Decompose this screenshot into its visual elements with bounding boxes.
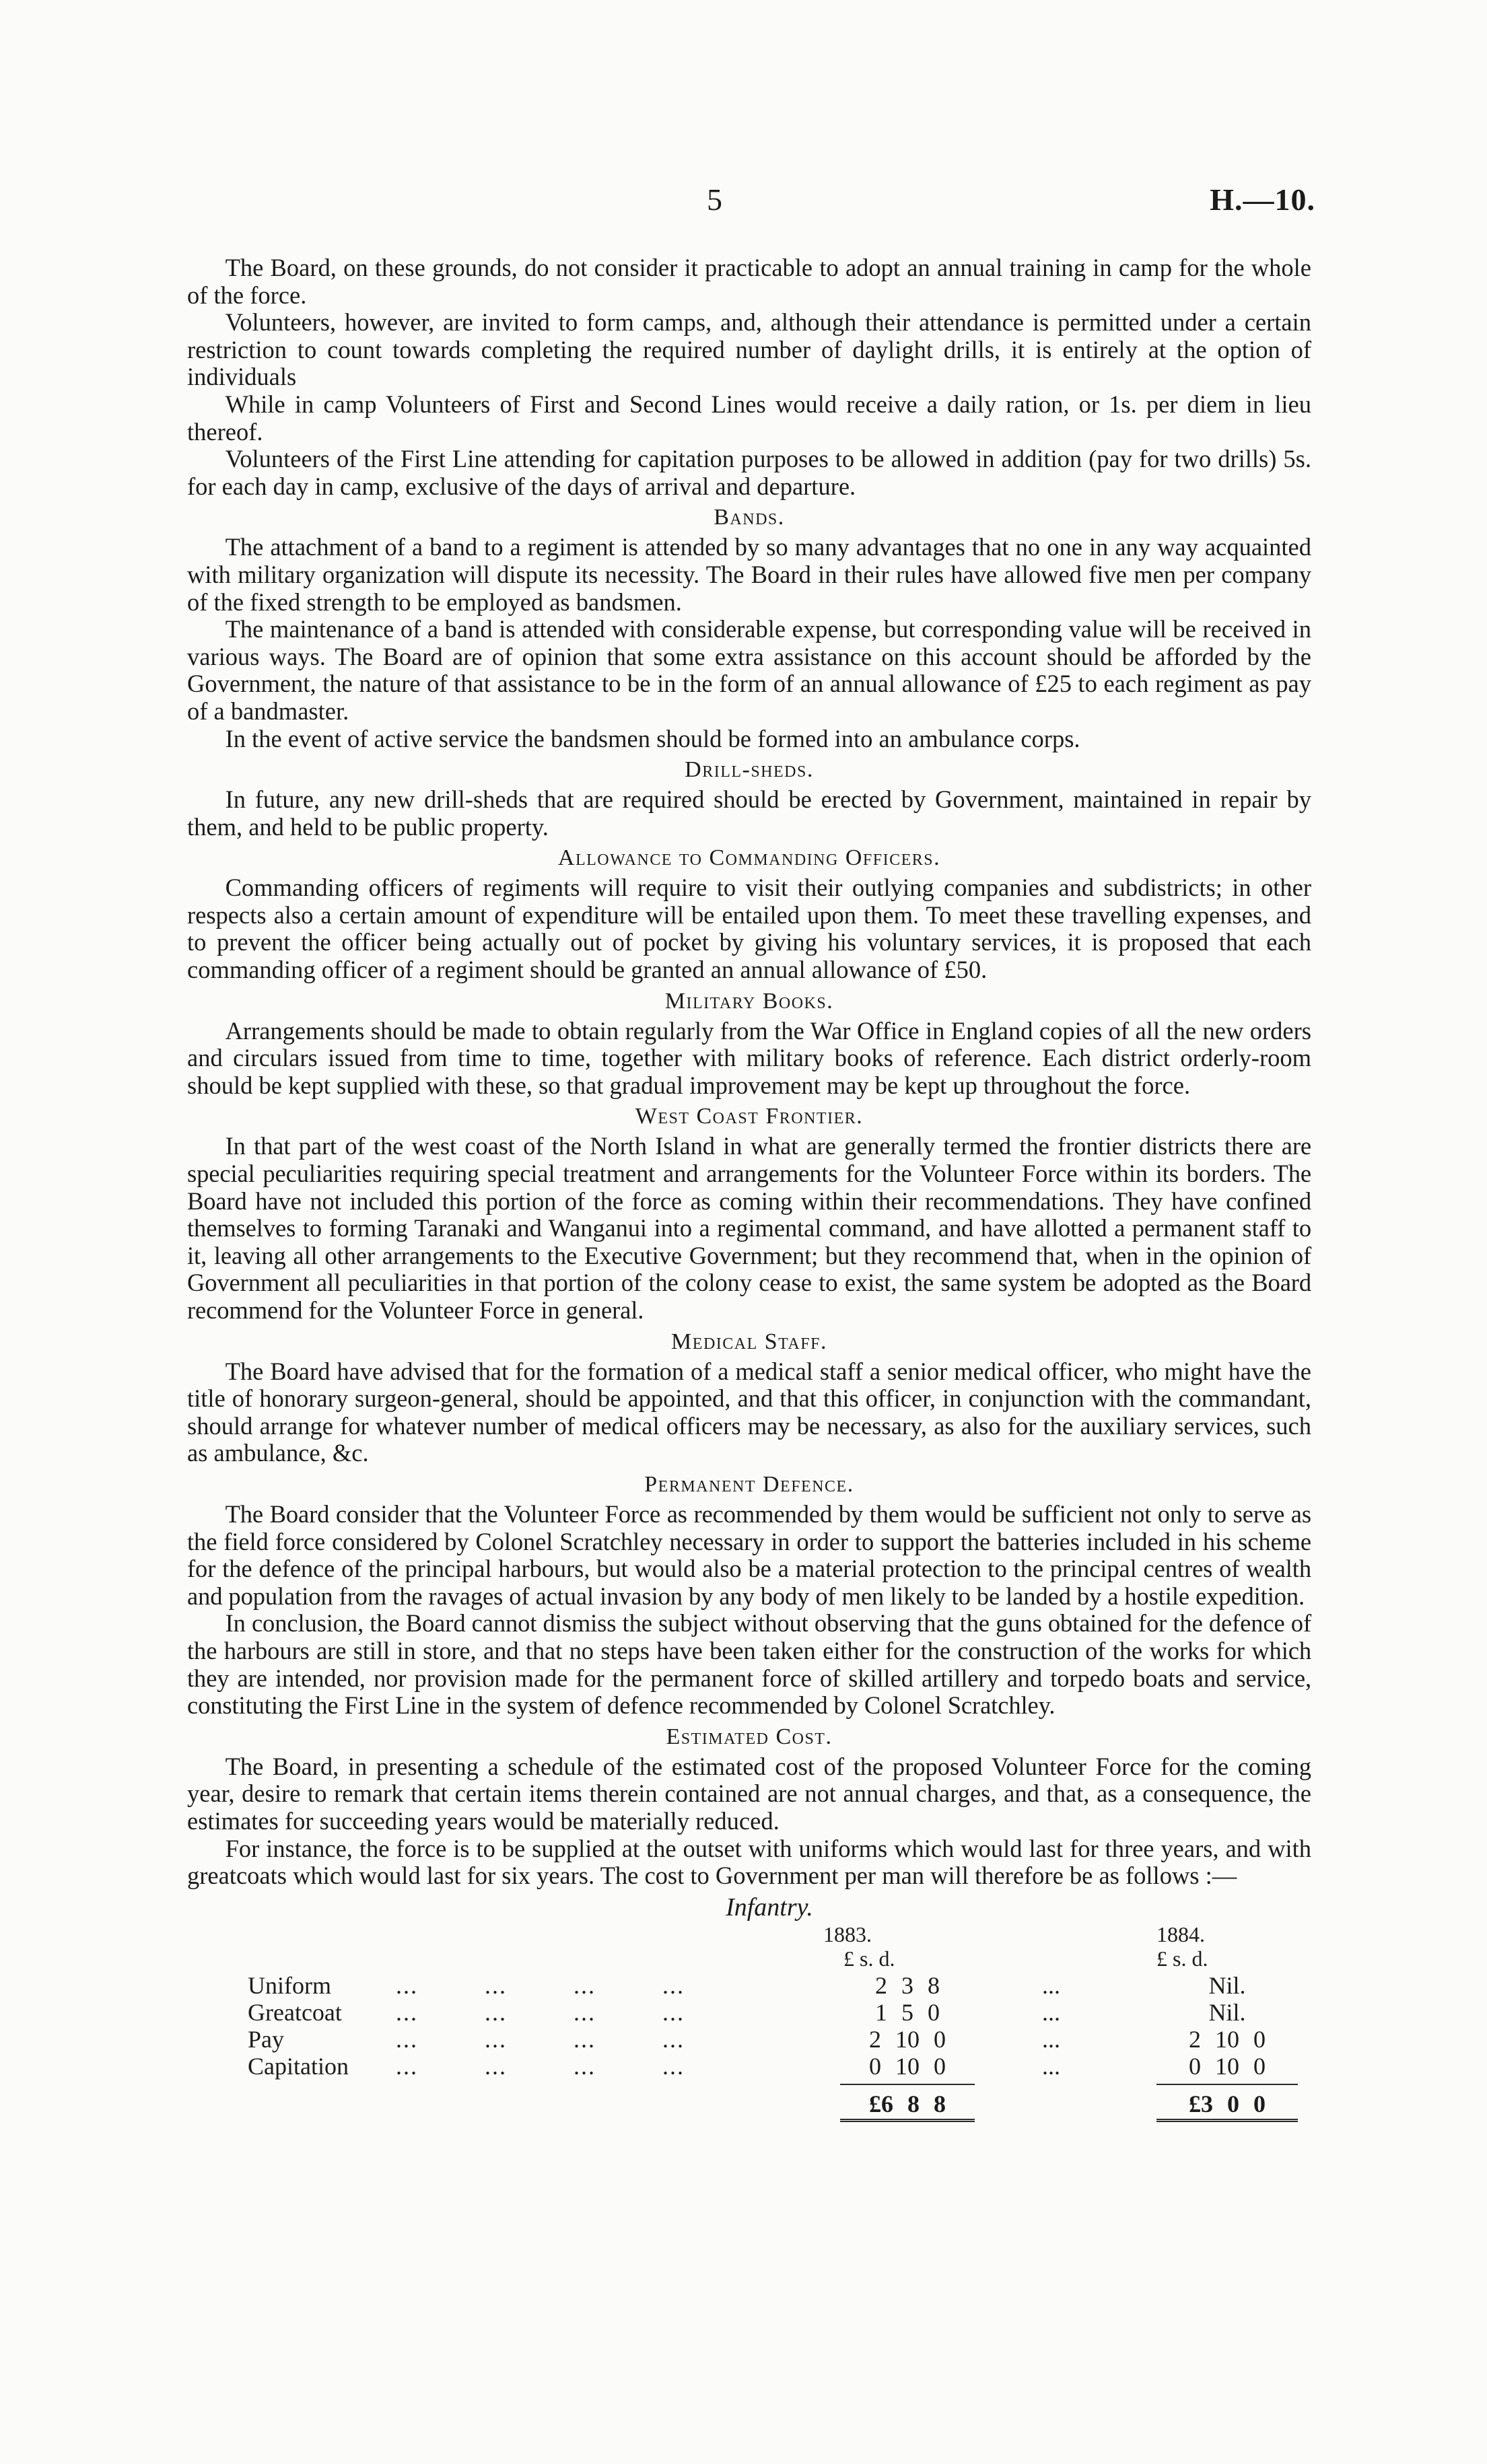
dot-leader: ... ... ... ... [396, 1972, 685, 2000]
paragraph: Arrangements should be made to obtain regularly from the War Office in England copies of all the new orders and circulars issued from time to time, together with military books of reference. Each district orderly-room should be kept supplied with these, so that gradual improvement may be kept up throughout the force. [187, 1016, 1311, 1099]
value-1884: 0 10 0 [1189, 2053, 1266, 2080]
value-1884: Nil. [1208, 1999, 1246, 2027]
paragraph: Volunteers of the First Line attending for capitation purposes to be allowed in addition (pay for two drills) 5s. for each day in camp, exclusive of the days of arrival and departure. [187, 445, 1311, 500]
paragraph: In future, any new drill-sheds that are required should be erected by Government, maintained in repair by them, and held to be public property. [187, 785, 1311, 841]
total-1883: £6 8 8 [869, 2090, 946, 2118]
paragraph: The Board have advised that for the formation of a medical staff a senior medical officer, who might have the title of honorary surgeon-general, should be appointed, and that this officer, in conjunction with the commandant, should arrange for whatever number of medical officers may be necessary, as also for the auxiliary services, such as ambulance, &c. [187, 1357, 1311, 1467]
body-text [187, 254, 1311, 2123]
dot-leader: ... [1042, 2053, 1060, 2080]
paragraph: In that part of the west coast of the North Island in what are generally termed the frontier districts there are special peculiarities requiring special treatment and arrangements for the Volunteer Force within its borders. The Board have not included this portion of the force as coming within their recommendations. They have confined themselves to forming Taranaki and Wanganui into a regimental command, and have allotted a permanent staff to it, leaving all other arrangements to the Executive Government; but they recommend that, when in the opinion of Government all peculiarities in that portion of the colony cease to exist, the same system be adopted as the Board recommend for the Volunteer Force in general. [187, 1132, 1311, 1324]
subtotal-rule-1883 [840, 2084, 975, 2085]
paragraph: Commanding officers of regiments will require to visit their outlying companies and subdistricts; in other respects also a certain amount of expenditure will be entailed upon them. To meet these travelling expenses, and to prevent the officer being actually out of pocket by giving his voluntary services, it is proposed that each commanding officer of a regiment should be granted an annual allowance of £50. [187, 874, 1311, 984]
total-row [248, 2090, 1325, 2117]
units-header-1883: £ s. d. [843, 1946, 895, 1971]
table-row [248, 2053, 1325, 2080]
paragraph: Volunteers, however, are invited to form camps, and, although their attendance is permitted under a certain restriction to count towards completing the required number of daylight drills, it is entirely at the option of individuals [187, 308, 1311, 391]
section-heading-medical-staff: Medical Staff. [671, 1329, 827, 1354]
row-label: Pay [248, 2026, 284, 2053]
row-label: Capitation [248, 2053, 349, 2080]
dot-leader: ... [1042, 1972, 1060, 2000]
dot-leader: ... ... ... ... [396, 1999, 685, 2027]
paragraph: The Board, on these grounds, do not consider it practicable to adopt an annual training in camp for the whole of the force. [187, 254, 1311, 309]
dot-leader: ... ... ... ... [396, 2053, 685, 2080]
page-number: 5 [707, 182, 722, 217]
paragraph: In conclusion, the Board cannot dismiss the subject without observing that the guns obtained for the defence of the harbours are still in store, and that no steps have been taken either for the construction of the works for which they are intended, nor provision made for the permanent force of skilled artillery and torpedo boats and service, constituting the First Line in the system of defence recommended by Colonel Scratchley. [187, 1609, 1311, 1720]
total-rule-1884 [1156, 2119, 1298, 2122]
total-1884: £3 0 0 [1189, 2090, 1266, 2118]
section-heading-estimated-cost: Estimated Cost. [666, 1724, 833, 1749]
paragraph: The Board, in presenting a schedule of the estimated cost of the proposed Volunteer Force for the coming year, desire to remark that certain items therein contained are not annual charges, and that, as a consequence, the estimates for succeeding years would be materially reduced. [187, 1752, 1311, 1835]
section-heading-permanent-defence: Permanent Defence. [644, 1471, 854, 1497]
dot-leader: ... ... ... ... [396, 2026, 685, 2053]
column-header-1884: 1884. [1156, 1922, 1205, 1947]
paragraph: While in camp Volunteers of First and Second Lines would receive a daily ration, or 1s. per diem in lieu thereof. [187, 390, 1311, 446]
paragraph: For instance, the force is to be supplied at the outset with uniforms which would last for three years, and with greatcoats which would last for six years. The cost to Government per man will therefore be as follows :— [187, 1834, 1311, 1890]
column-header-1883: 1883. [823, 1922, 872, 1947]
dot-leader: ... [1042, 2026, 1060, 2053]
value-1883: 1 5 0 [875, 1999, 940, 2027]
row-label: Greatcoat [248, 1999, 342, 2027]
section-heading-allowance: Allowance to Commanding Officers. [557, 845, 941, 871]
subtotal-rule-1884 [1156, 2084, 1298, 2085]
units-header-1884: £ s. d. [1156, 1946, 1208, 1971]
value-1883: 2 10 0 [869, 2026, 946, 2053]
section-heading-bands: Bands. [714, 505, 785, 530]
value-1883: 0 10 0 [869, 2053, 946, 2080]
value-1883: 2 3 8 [875, 1972, 940, 2000]
cost-table [187, 1921, 1311, 2123]
table-row [248, 2026, 1325, 2053]
table-title: Infantry. [726, 1893, 813, 1922]
section-heading-military-books: Military Books. [664, 988, 834, 1014]
value-1884: 2 10 0 [1189, 2026, 1266, 2053]
paragraph: The attachment of a band to a regiment is attended by so many advantages that no one in any way acquainted with military organization will dispute its necessity. The Board in their rules have allowed five men per company of the fixed strength to be employed as bandsmen. [187, 533, 1311, 616]
row-label: Uniform [248, 1972, 331, 2000]
document-reference: H.—10. [1210, 182, 1315, 217]
dot-leader: ... [1042, 1999, 1060, 2027]
paragraph: The Board consider that the Volunteer Force as recommended by them would be sufficient not only to serve as the field force considered by Colonel Scratchley necessary in order to support the batteries included in his scheme for the defence of the principal harbours, but would also be a material protection to the principal centres of wealth and population from the ravages of actual invasion by any body of men likely to be landed by a hostile expedition. [187, 1500, 1311, 1610]
page-header [0, 182, 1487, 236]
section-heading-west-coast: West Coast Frontier. [635, 1104, 864, 1129]
paragraph: In the event of active service the bandsmen should be formed into an ambulance corps. [225, 724, 1080, 752]
table-row [248, 1999, 1325, 2026]
table-row [248, 1972, 1325, 1999]
paragraph: The maintenance of a band is attended with considerable expense, but corresponding value will be received in various ways. The Board are of opinion that some extra assistance on this account should be afforded by the Government, the nature of that assistance to be in the form of an annual allowance of £25 to each regiment as pay of a bandmaster. [187, 615, 1311, 725]
total-rule-1883 [840, 2119, 975, 2122]
value-1884: Nil. [1208, 1972, 1246, 2000]
section-heading-drill-sheds: Drill-sheds. [685, 757, 814, 783]
